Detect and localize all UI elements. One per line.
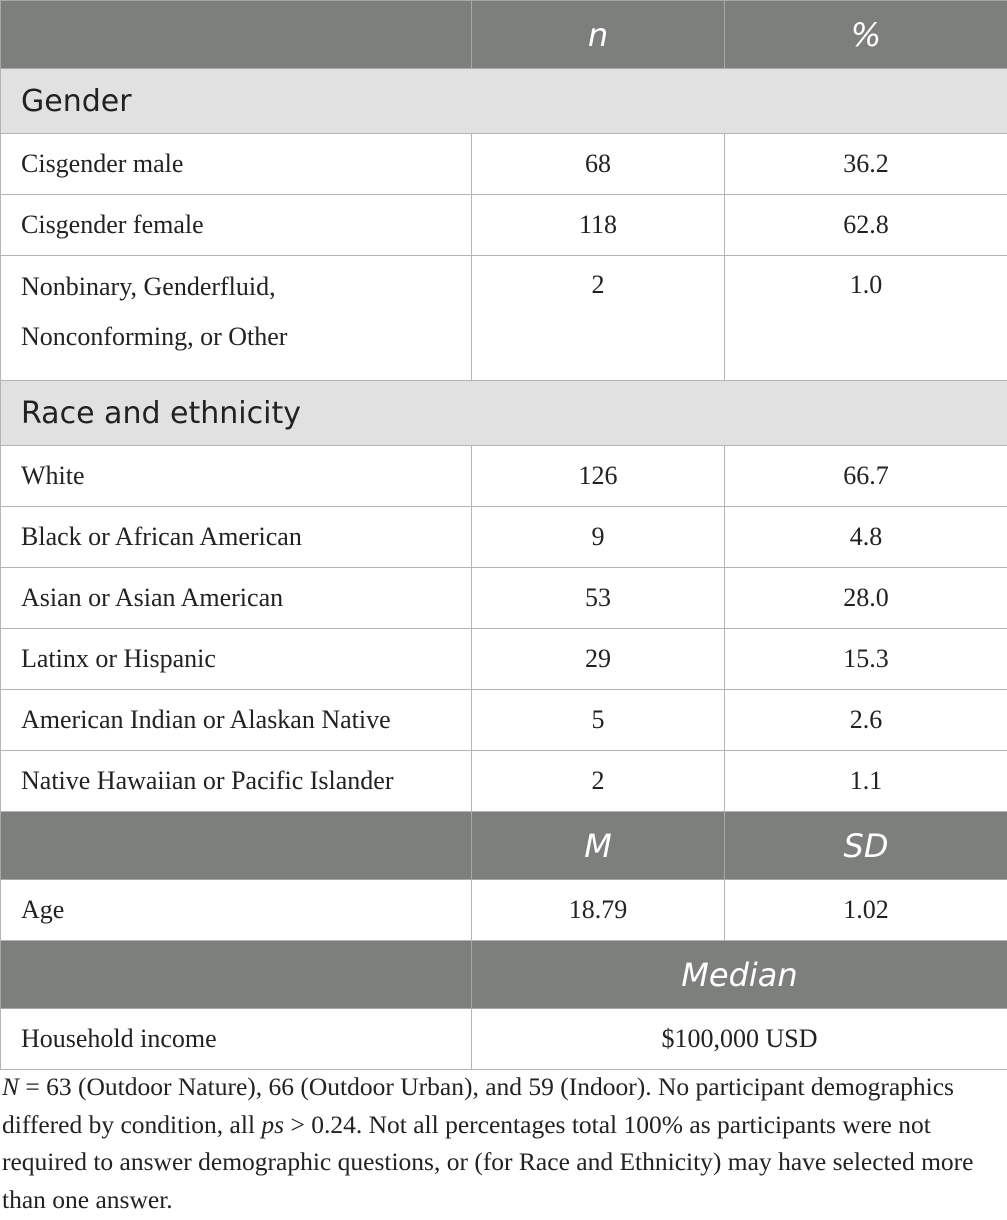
- footnote-n-symbol: N: [2, 1072, 20, 1101]
- row-n: 29: [472, 629, 725, 690]
- table-row: [1, 195, 1007, 256]
- footnote-text-part1: = 63 (Outdoor Nature), 66 (Outdoor Urban), and 59 (Indoor). No participant demographics differed by condition, all: [2, 1072, 954, 1139]
- footnote-text-part2: > 0.24. Not all percentages total 100% as participants were not required to answer demographic questions, or (for Race and Ethnicity) may have selected more than one answer.: [2, 1109, 974, 1214]
- row-n: 9: [472, 507, 725, 568]
- row-n: 2: [472, 256, 725, 381]
- header-blank-cell: [1, 1, 472, 69]
- table-row: [1, 446, 1007, 507]
- header-percent: %: [725, 1, 1007, 69]
- age-label: Age: [1, 880, 472, 941]
- footnote-ps-symbol: ps: [261, 1109, 285, 1139]
- age-sd: 1.02: [725, 880, 1007, 941]
- row-n: 5: [472, 690, 725, 751]
- header-n: n: [472, 1, 725, 69]
- row-percent: 2.6: [725, 690, 1007, 751]
- table-row: [1, 880, 1007, 941]
- row-n: 118: [472, 195, 725, 256]
- row-label: American Indian or Alaskan Native: [1, 690, 472, 751]
- row-percent: 36.2: [725, 134, 1007, 195]
- header-blank-cell: [1, 812, 472, 880]
- age-header-row: [1, 812, 1007, 880]
- table-row: [1, 751, 1007, 812]
- table-row: [1, 690, 1007, 751]
- table-row: [1, 629, 1007, 690]
- row-label: Native Hawaiian or Pacific Islander: [1, 751, 472, 812]
- header-row: [1, 1, 1007, 69]
- row-label: Asian or Asian American: [1, 568, 472, 629]
- row-label: Black or African American: [1, 507, 472, 568]
- row-n: 2: [472, 751, 725, 812]
- table-row: [1, 1009, 1007, 1070]
- row-percent: 15.3: [725, 629, 1007, 690]
- table-row: [1, 256, 1007, 381]
- row-percent: 66.7: [725, 446, 1007, 507]
- row-label-line2: Nonconforming, or Other: [21, 322, 288, 351]
- row-percent: 62.8: [725, 195, 1007, 256]
- table-row: [1, 507, 1007, 568]
- row-percent: 4.8: [725, 507, 1007, 568]
- row-n: 68: [472, 134, 725, 195]
- table-footnote: [2, 1068, 1002, 1218]
- section-title-gender: Gender: [1, 69, 1007, 134]
- table-row: [1, 568, 1007, 629]
- row-n: 53: [472, 568, 725, 629]
- row-label: White: [1, 446, 472, 507]
- age-mean: 18.79: [472, 880, 725, 941]
- row-label: Cisgender female: [1, 195, 472, 256]
- header-blank-cell: [1, 941, 472, 1009]
- income-header-row: [1, 941, 1007, 1009]
- row-percent: 28.0: [725, 568, 1007, 629]
- header-mean: M: [472, 812, 725, 880]
- section-race: [1, 381, 1007, 446]
- row-percent: 1.0: [725, 256, 1007, 381]
- income-label: Household income: [1, 1009, 472, 1070]
- section-title-race: Race and ethnicity: [1, 381, 1007, 446]
- income-median: $100,000 USD: [472, 1009, 1007, 1070]
- header-median: Median: [472, 941, 1007, 1009]
- row-label: Cisgender male: [1, 134, 472, 195]
- section-gender: [1, 69, 1007, 134]
- row-n: 126: [472, 446, 725, 507]
- row-percent: 1.1: [725, 751, 1007, 812]
- row-label: [1, 256, 472, 381]
- row-label: Latinx or Hispanic: [1, 629, 472, 690]
- table-row: [1, 134, 1007, 195]
- header-sd: SD: [725, 812, 1007, 880]
- row-label-line1: Nonbinary, Genderfluid,: [21, 272, 276, 301]
